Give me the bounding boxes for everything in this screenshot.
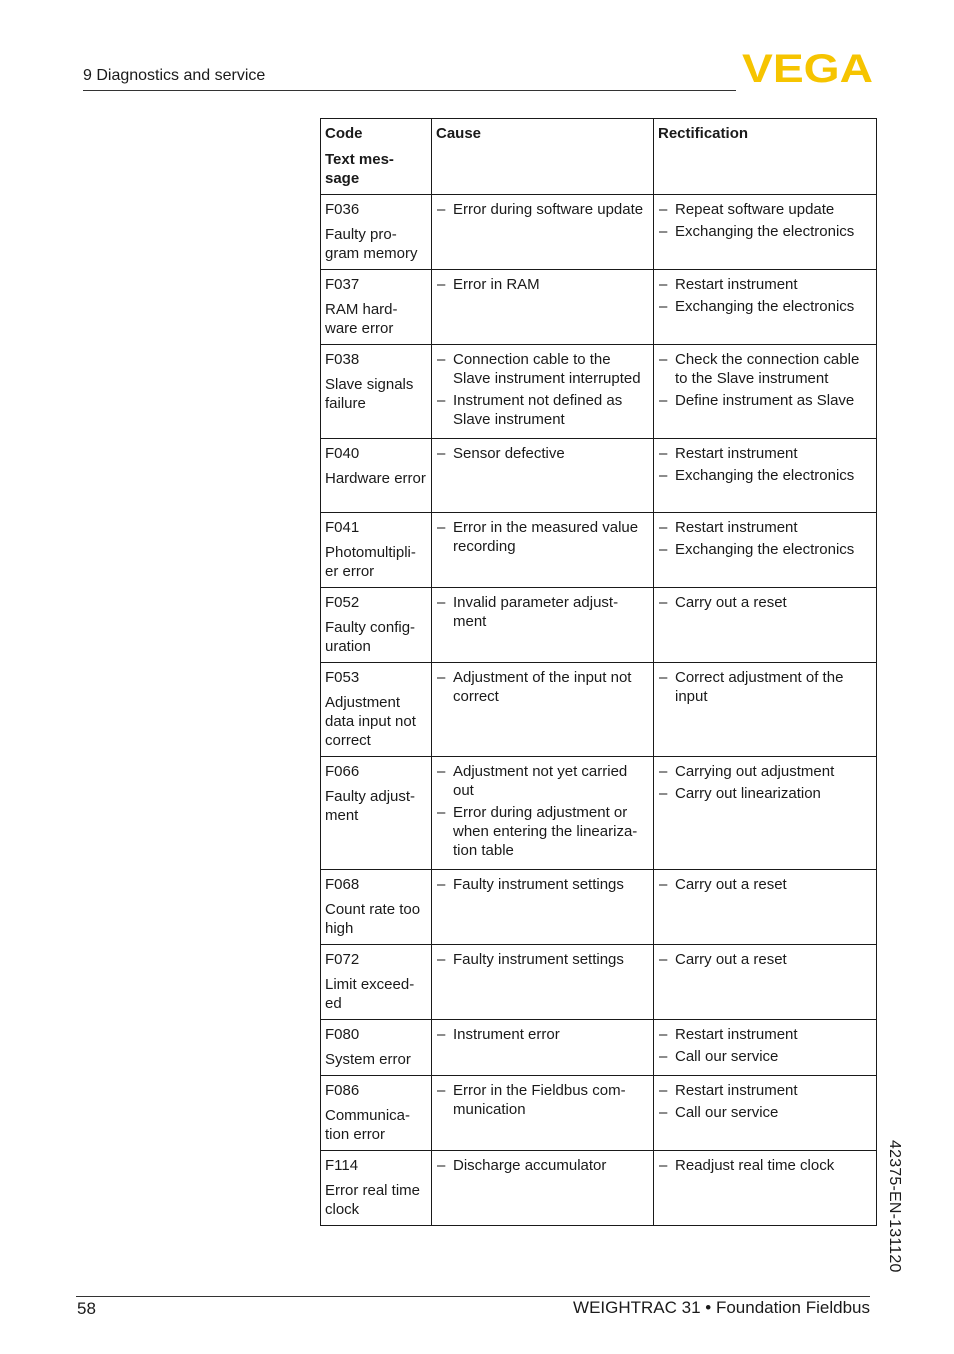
rectification-cell (654, 1076, 877, 1151)
rectification-cell-list (658, 1156, 872, 1175)
error-code: F038 (325, 351, 360, 368)
cause-cell-list (436, 668, 649, 706)
cause-cell (432, 588, 654, 663)
table-row (321, 1151, 877, 1226)
rectification-item: – Define instrument as Slave (658, 391, 872, 410)
cause-cell-list (436, 200, 649, 219)
cause-cell (432, 1076, 654, 1151)
rectification-item: – Exchanging the electronics (658, 297, 872, 316)
cause-item: – Invalid parameter adjust- ment (436, 593, 649, 631)
error-code: F068 (325, 876, 360, 893)
rectification-cell (654, 513, 877, 588)
cause-cell (432, 1151, 654, 1226)
vega-logo (742, 52, 873, 84)
rectification-item: – Restart instrument (658, 1025, 872, 1044)
text-message: Faulty config- uration (325, 619, 416, 655)
cause-item: – Adjustment of the input not correct (436, 668, 649, 706)
footer-rule (76, 1296, 870, 1297)
code-cell (321, 345, 432, 439)
rectification-item: – Correct adjustment of the input (658, 668, 872, 706)
text-message: Slave signals failure (325, 376, 414, 412)
cause-item: – Adjustment not yet carried out (436, 762, 649, 800)
error-code: F040 (325, 445, 360, 462)
section-title: 9 Diagnostics and service (83, 67, 266, 84)
cause-cell-list (436, 1025, 649, 1044)
rectification-item: – Carry out a reset (658, 950, 872, 969)
rectification-cell-list (658, 593, 872, 612)
page-number: 58 (77, 1299, 96, 1318)
rectification-cell (654, 870, 877, 945)
rectification-cell-list (658, 444, 872, 485)
header-text-message: Text mes- sage (325, 151, 394, 187)
table-row (321, 663, 877, 757)
rectification-cell (654, 945, 877, 1020)
rectification-item: – Restart instrument (658, 518, 872, 537)
rectification-cell-list (658, 875, 872, 894)
rectification-cell-list (658, 1081, 872, 1122)
rectification-cell-list (658, 518, 872, 559)
cause-cell-list (436, 275, 649, 294)
text-message: System error (325, 1051, 411, 1068)
table-row (321, 345, 877, 439)
rectification-cell-list (658, 275, 872, 316)
text-message: Limit exceed- ed (325, 976, 415, 1012)
rectification-cell (654, 588, 877, 663)
table-row (321, 757, 877, 870)
rectification-item: – Repeat software update (658, 200, 872, 219)
table-row (321, 945, 877, 1020)
text-message: Error real time clock (325, 1182, 421, 1218)
cause-item: – Faulty instrument settings (436, 875, 649, 894)
rectification-cell-list (658, 950, 872, 969)
code-cell (321, 439, 432, 513)
code-cell (321, 870, 432, 945)
cause-item: – Error during adjustment or when entering the lineariza- tion table (436, 803, 649, 860)
rectification-cell (654, 195, 877, 270)
error-code: F114 (325, 1157, 359, 1174)
cause-item: – Error in the Fieldbus com- munication (436, 1081, 649, 1119)
error-code: F072 (325, 951, 360, 968)
rectification-cell-list (658, 668, 872, 706)
cause-cell-list (436, 444, 649, 463)
error-code: F052 (325, 594, 360, 611)
text-message: Photomultipli- er error (325, 544, 416, 580)
cause-item: – Error during software update (436, 200, 649, 219)
cause-cell (432, 945, 654, 1020)
cause-cell (432, 513, 654, 588)
cause-cell (432, 439, 654, 513)
rectification-item: – Carry out a reset (658, 593, 872, 612)
table-row (321, 270, 877, 345)
cause-cell-list (436, 593, 649, 631)
code-cell (321, 1151, 432, 1226)
cause-cell (432, 663, 654, 757)
rectification-cell-list (658, 762, 872, 803)
header-code: Code (325, 125, 363, 142)
diagnostics-table (320, 118, 877, 1226)
code-cell (321, 513, 432, 588)
cause-cell (432, 345, 654, 439)
code-cell (321, 1076, 432, 1151)
code-cell (321, 945, 432, 1020)
rectification-cell (654, 270, 877, 345)
rectification-item: – Restart instrument (658, 275, 872, 294)
cause-cell-list (436, 1156, 649, 1175)
text-message: Count rate too high (325, 901, 421, 937)
cause-cell-list (436, 762, 649, 860)
cause-cell-list (436, 1081, 649, 1119)
cause-item: – Error in the measured value recording (436, 518, 649, 556)
cause-item: – Instrument not defined as Slave instrument (436, 391, 649, 429)
code-cell (321, 757, 432, 870)
rectification-cell (654, 345, 877, 439)
cause-item: – Faulty instrument settings (436, 950, 649, 969)
text-message: Hardware error (325, 470, 426, 487)
cause-cell (432, 270, 654, 345)
table-row (321, 588, 877, 663)
table-row (321, 513, 877, 588)
error-code: F086 (325, 1082, 360, 1099)
header-rule (83, 90, 736, 91)
cause-cell-list (436, 350, 649, 429)
error-code: F066 (325, 763, 360, 780)
table-row (321, 439, 877, 513)
cause-cell-list (436, 950, 649, 969)
rectification-item: – Readjust real time clock (658, 1156, 872, 1175)
table-row (321, 1076, 877, 1151)
text-message: Faulty pro- gram memory (325, 226, 418, 262)
error-code: F080 (325, 1026, 360, 1043)
rectification-cell (654, 757, 877, 870)
rectification-cell (654, 663, 877, 757)
cause-cell-list (436, 875, 649, 894)
error-code: F036 (325, 201, 360, 218)
error-code: F037 (325, 276, 360, 293)
code-cell (321, 270, 432, 345)
footer-title: WEIGHTRAC 31 • Foundation Fieldbus (573, 1298, 870, 1317)
cause-item: – Instrument error (436, 1025, 649, 1044)
header-cause: Cause (432, 119, 654, 195)
rectification-cell (654, 1020, 877, 1076)
rectification-cell-list (658, 350, 872, 410)
rectification-cell-list (658, 200, 872, 241)
rectification-item: – Call our service (658, 1103, 872, 1122)
header-code-cell (321, 119, 432, 195)
cause-cell (432, 1020, 654, 1076)
table-header-row (321, 119, 877, 195)
rectification-cell (654, 1151, 877, 1226)
rectification-item: – Exchanging the electronics (658, 466, 872, 485)
rectification-item: – Carry out a reset (658, 875, 872, 894)
rectification-item: – Check the connection cable to the Slave instrument (658, 350, 872, 388)
cause-item: – Connection cable to the Slave instrument interrupted (436, 350, 649, 388)
table-row (321, 195, 877, 270)
rectification-item: – Carry out linearization (658, 784, 872, 803)
rectification-cell-list (658, 1025, 872, 1066)
rectification-cell (654, 439, 877, 513)
error-code: F053 (325, 669, 360, 686)
rectification-item: – Call our service (658, 1047, 872, 1066)
text-message: RAM hard- ware error (325, 301, 398, 337)
rectification-item: – Exchanging the electronics (658, 222, 872, 241)
code-cell (321, 663, 432, 757)
cause-cell-list (436, 518, 649, 556)
table-row (321, 870, 877, 945)
rectification-item: – Carrying out adjustment (658, 762, 872, 781)
table-row (321, 1020, 877, 1076)
code-cell (321, 588, 432, 663)
svg-text:VEGA: VEGA (742, 52, 873, 84)
cause-cell (432, 870, 654, 945)
text-message: Communica- tion error (325, 1107, 411, 1143)
cause-item: – Error in RAM (436, 275, 649, 294)
error-code: F041 (325, 519, 360, 536)
cause-cell (432, 757, 654, 870)
cause-item: – Discharge accumulator (436, 1156, 649, 1175)
code-cell (321, 195, 432, 270)
cause-cell (432, 195, 654, 270)
rectification-item: – Restart instrument (658, 1081, 872, 1100)
document-id: 42375-EN-131120 (886, 1140, 903, 1273)
header-rectification: Rectification (654, 119, 877, 195)
rectification-item: – Exchanging the electronics (658, 540, 872, 559)
rectification-item: – Restart instrument (658, 444, 872, 463)
text-message: Adjustment data input not correct (325, 694, 416, 749)
cause-item: – Sensor defective (436, 444, 649, 463)
code-cell (321, 1020, 432, 1076)
text-message: Faulty adjust- ment (325, 788, 416, 824)
